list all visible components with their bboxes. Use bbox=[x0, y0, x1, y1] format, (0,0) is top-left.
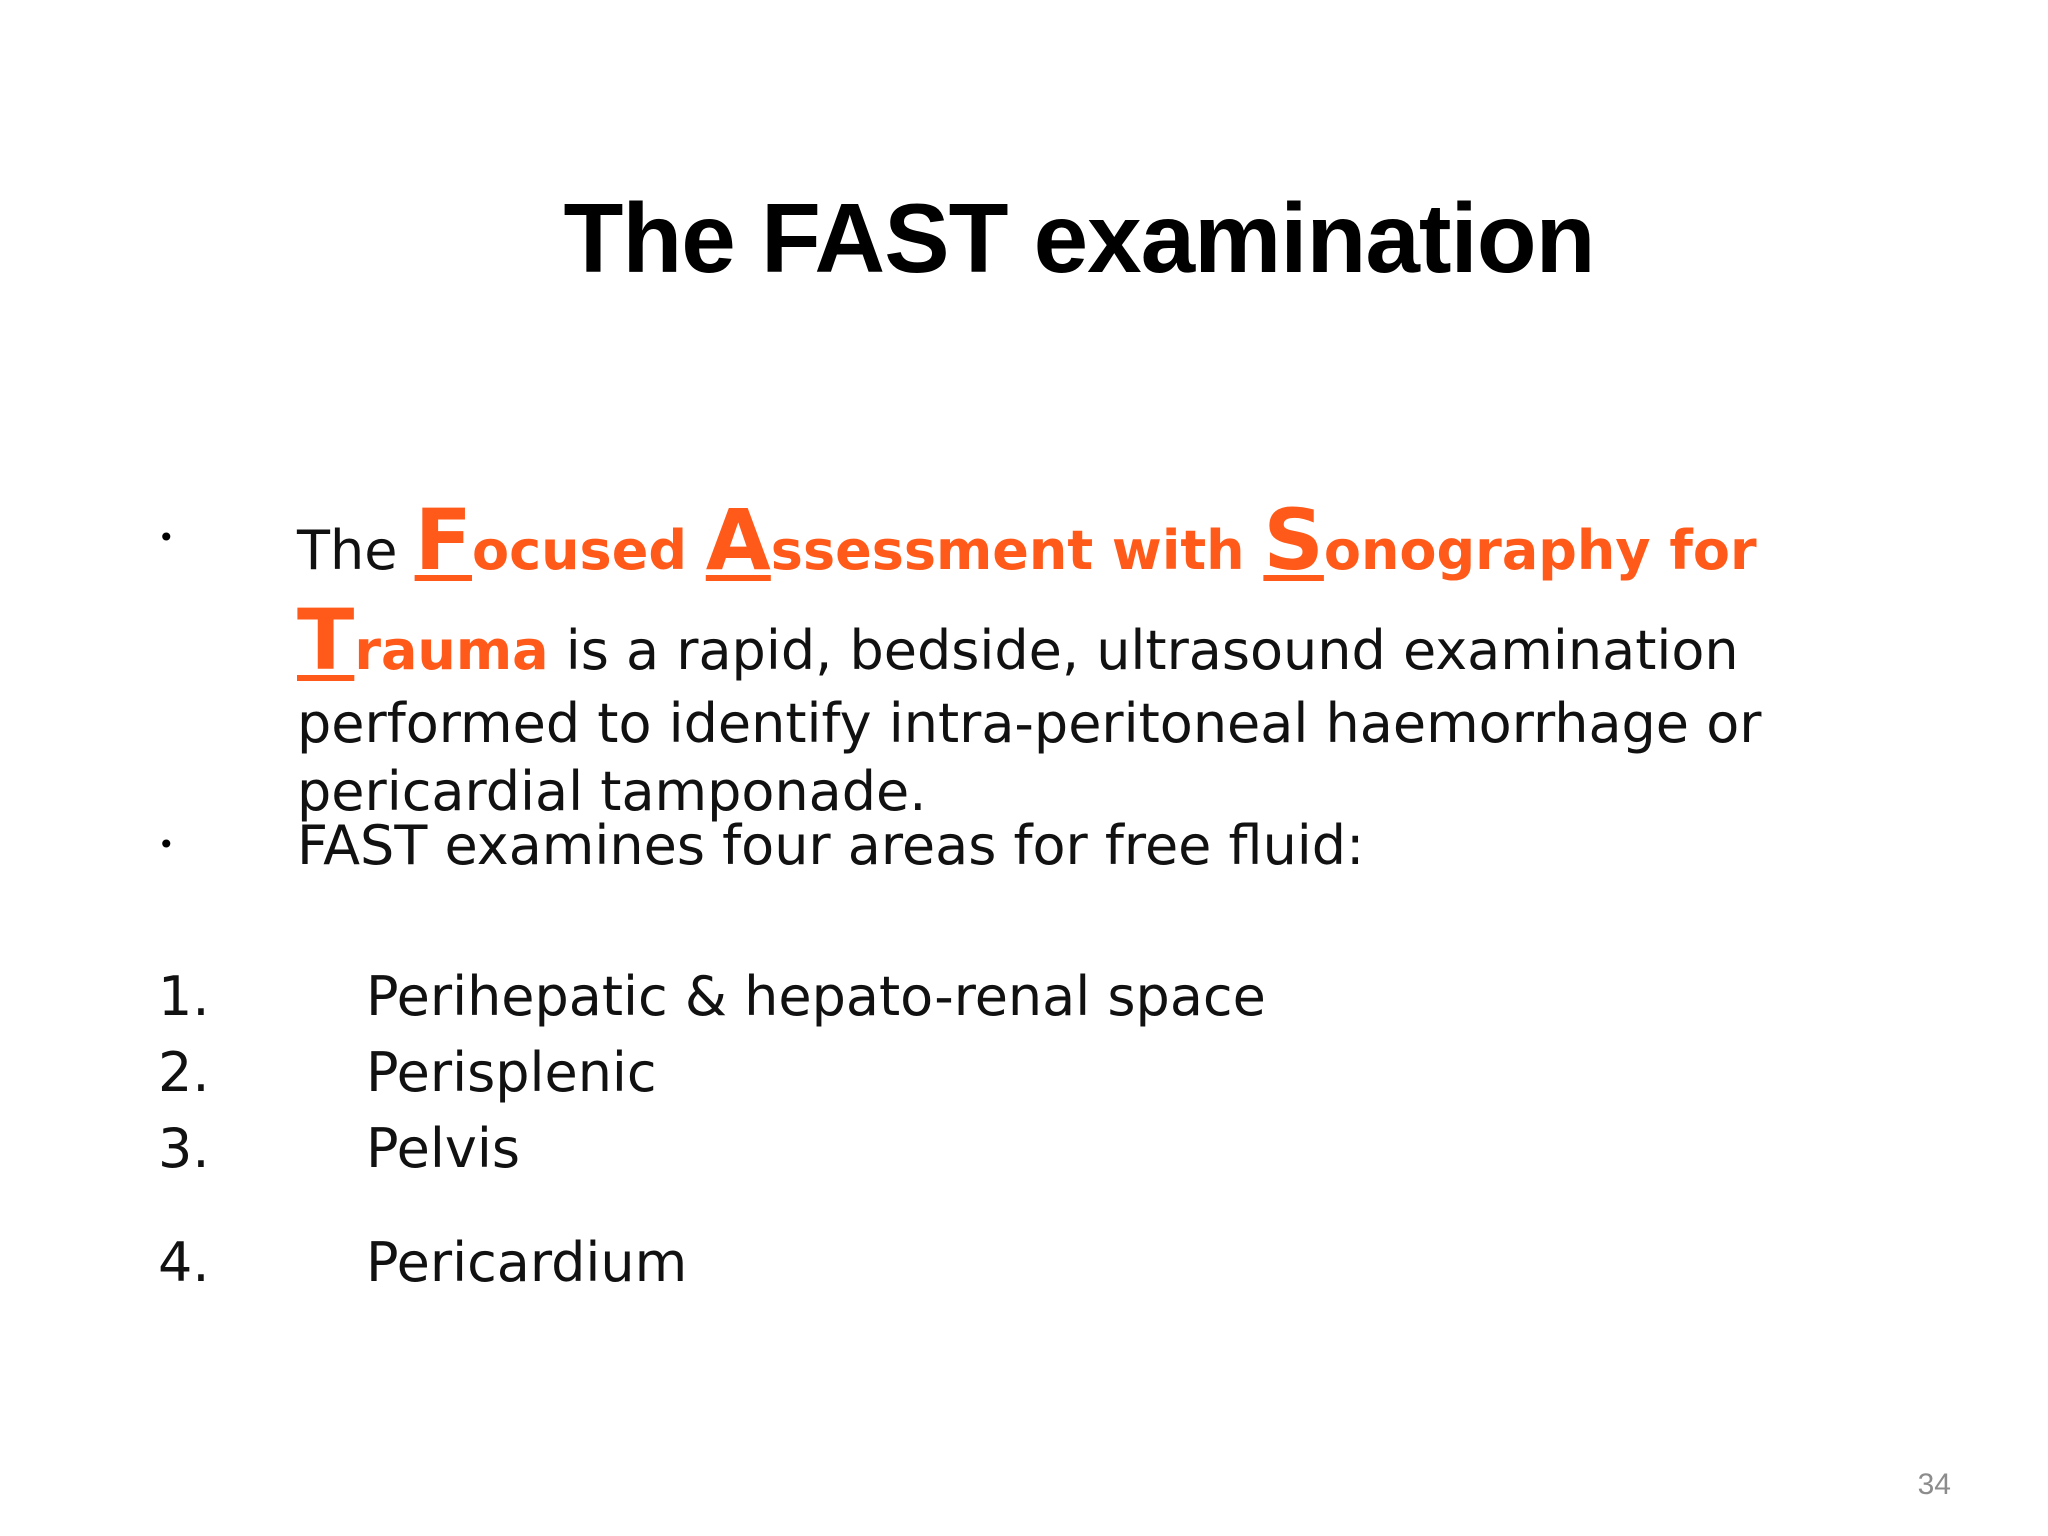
acronym-f: Focused bbox=[414, 491, 706, 589]
acronym-s: Sonography for bbox=[1263, 491, 1757, 589]
intro-line-1 bbox=[297, 490, 1937, 590]
intro-paragraph bbox=[297, 490, 1937, 826]
slide-title: The FAST examination bbox=[563, 183, 1595, 293]
area-label-3: Pelvis bbox=[366, 1117, 520, 1180]
intro-after-acronym: is a rapid, bedside, ultrasound examination bbox=[548, 619, 1739, 682]
intro-line-2 bbox=[297, 590, 1937, 690]
bullet-marker: • bbox=[158, 828, 175, 861]
intro-the: The bbox=[297, 519, 415, 582]
acronym-a: Assessment with bbox=[705, 491, 1264, 589]
area-number-3: 3. bbox=[158, 1117, 210, 1180]
area-label-2: Perisplenic bbox=[366, 1041, 657, 1104]
intro-line-3: performed to identify intra-peritoneal haemorrhage or bbox=[297, 692, 1762, 755]
bullet-2-text: FAST examines four areas for free fluid: bbox=[297, 814, 1365, 877]
area-number-1: 1. bbox=[158, 965, 210, 1028]
area-number-2: 2. bbox=[158, 1041, 210, 1104]
area-label-4: Pericardium bbox=[366, 1231, 688, 1294]
page-number: 34 bbox=[1917, 1468, 1951, 1501]
area-label-1: Perihepatic & hepato-renal space bbox=[366, 965, 1266, 1028]
area-number-4: 4. bbox=[158, 1231, 210, 1294]
acronym-t: Trauma bbox=[297, 591, 549, 689]
intro-line-4: pericardial tamponade. bbox=[297, 760, 927, 823]
bullet-marker: • bbox=[158, 521, 175, 554]
